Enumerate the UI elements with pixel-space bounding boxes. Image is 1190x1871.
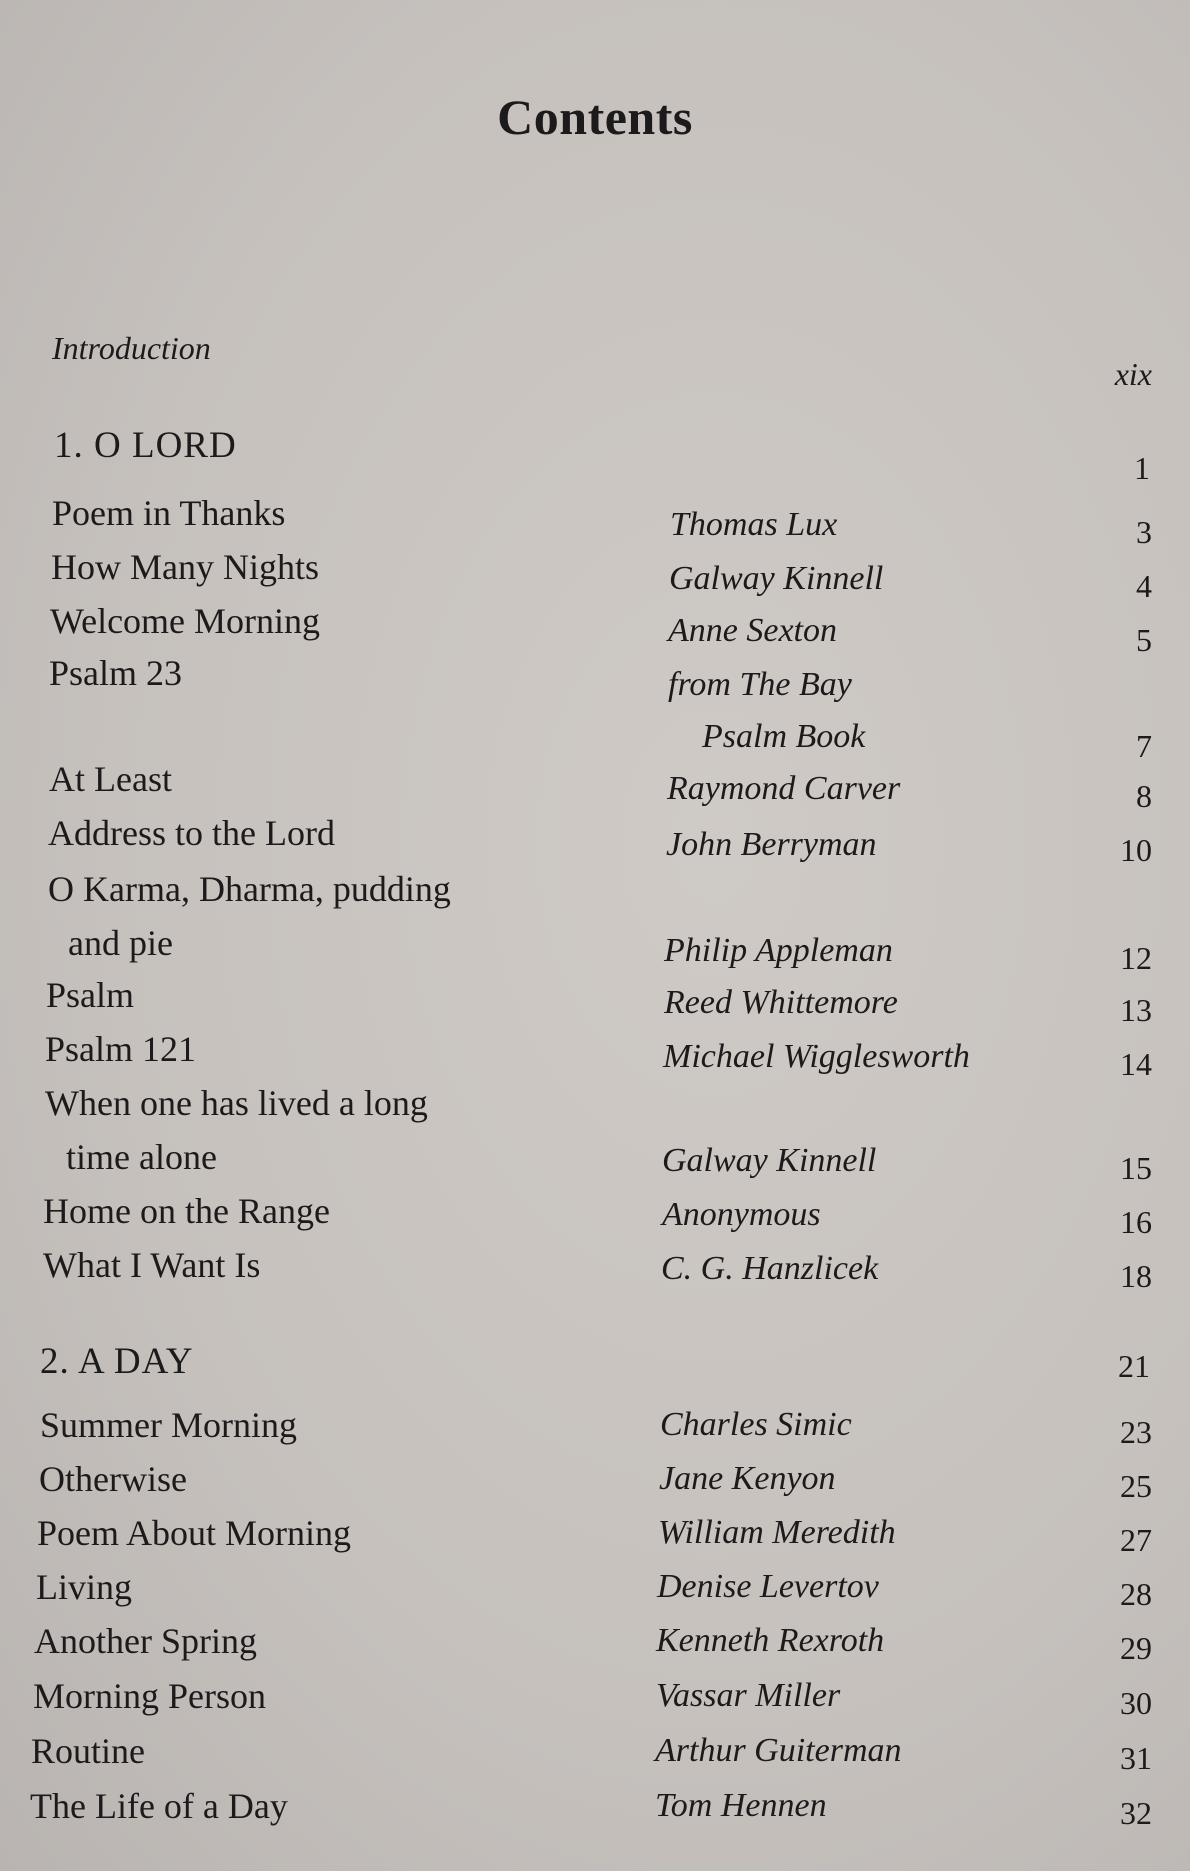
entry-author: Tom Hennen: [655, 1787, 827, 1824]
entry-author: Charles Simic: [660, 1406, 852, 1443]
entry-title: Welcome Morning: [50, 601, 321, 641]
entry-author: John Berryman: [666, 826, 877, 863]
entry-title: Psalm 23: [49, 653, 183, 693]
entry-author: Reed Whittemore: [664, 984, 898, 1021]
entry-page: 12: [1120, 940, 1152, 976]
entry-page: 7: [1136, 728, 1152, 764]
entry-author: Anne Sexton: [668, 612, 837, 649]
entry-title: Routine: [31, 1731, 145, 1771]
entry-page: 16: [1120, 1204, 1152, 1240]
entry-title: The Life of a Day: [30, 1786, 288, 1826]
entry-author: Jane Kenyon: [659, 1460, 836, 1497]
entry-title: Home on the Range: [43, 1191, 330, 1231]
section-heading: 1. O LORD: [54, 425, 237, 466]
entry-page: 4: [1136, 568, 1152, 604]
entry-title: Another Spring: [34, 1621, 257, 1661]
entry-page: 32: [1120, 1795, 1152, 1831]
entry-page: 15: [1120, 1150, 1152, 1186]
entry-title: What I Want Is: [43, 1245, 261, 1285]
entry-page: 29: [1120, 1630, 1152, 1666]
entry-title: Address to the Lord: [48, 813, 335, 853]
entry-author-continuation: Psalm Book: [702, 718, 866, 755]
entry-author: Raymond Carver: [667, 770, 901, 807]
entry-page: 13: [1120, 992, 1152, 1028]
entry-author: Philip Appleman: [664, 932, 893, 969]
entry-title: Otherwise: [39, 1459, 187, 1499]
entry-page: 18: [1120, 1258, 1152, 1294]
entry-title: Summer Morning: [40, 1405, 297, 1445]
entry-author: Arthur Guiterman: [655, 1732, 902, 1769]
entry-page: 3: [1136, 514, 1152, 550]
entry-page: 8: [1136, 778, 1152, 814]
entry-title: O Karma, Dharma, pudding: [48, 869, 451, 909]
entry-page: 31: [1120, 1740, 1152, 1776]
entry-title: Living: [36, 1567, 132, 1607]
entry-author: Vassar Miller: [656, 1677, 841, 1714]
entry-title: When one has lived a long: [45, 1083, 428, 1123]
entry-author: Galway Kinnell: [662, 1142, 877, 1179]
entry-title-continuation: time alone: [66, 1137, 217, 1177]
entry-title-continuation: and pie: [68, 923, 173, 963]
entry-author: Kenneth Rexroth: [656, 1622, 885, 1659]
entry-page: 27: [1120, 1522, 1152, 1558]
entry-title: Morning Person: [33, 1676, 266, 1716]
introduction-page-number: xix: [1114, 356, 1152, 392]
entry-author: C. G. Hanzlicek: [661, 1250, 879, 1287]
section-page-number: 21: [1118, 1348, 1150, 1384]
introduction-label: Introduction: [52, 330, 211, 366]
entry-page: 5: [1136, 622, 1152, 658]
entry-page: 10: [1120, 832, 1152, 868]
entry-title: Psalm 121: [45, 1029, 197, 1069]
entry-page: 28: [1120, 1576, 1152, 1612]
entry-page: 25: [1120, 1468, 1152, 1504]
page-title: Contents: [497, 89, 693, 145]
entry-title: Poem in Thanks: [52, 493, 286, 533]
entry-author: Thomas Lux: [670, 506, 838, 543]
entry-title: Psalm: [46, 975, 135, 1015]
entry-title: Poem About Morning: [37, 1513, 352, 1553]
entry-author: Denise Levertov: [657, 1568, 879, 1605]
entry-author: Michael Wigglesworth: [663, 1038, 970, 1075]
entry-author: Galway Kinnell: [669, 560, 884, 597]
entry-page: 23: [1120, 1414, 1152, 1450]
entry-author: from The Bay: [668, 666, 852, 703]
entry-page: 30: [1120, 1685, 1152, 1721]
entry-page: 14: [1120, 1046, 1152, 1082]
entry-author: Anonymous: [662, 1196, 821, 1233]
entry-title: How Many Nights: [51, 547, 319, 587]
entry-author: William Meredith: [658, 1514, 896, 1551]
section-page-number: 1: [1134, 450, 1150, 486]
entry-title: At Least: [49, 759, 172, 799]
section-heading: 2. A DAY: [40, 1341, 194, 1382]
